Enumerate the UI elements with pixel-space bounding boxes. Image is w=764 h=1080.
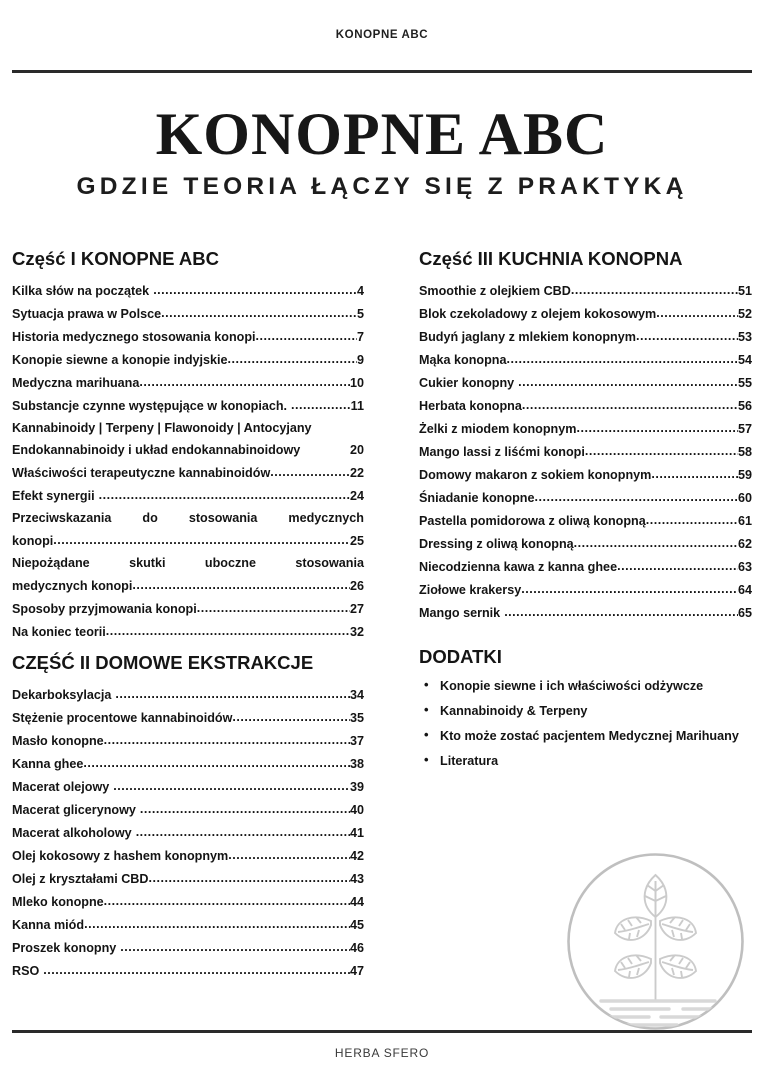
toc-page-number: 20 (346, 442, 364, 457)
toc-entry[interactable] (419, 279, 752, 302)
toc-entry-label: Mąka konopna (419, 352, 507, 367)
toc-list-part-1 (12, 279, 364, 643)
toc-column-left (12, 248, 364, 982)
toc-entry[interactable] (419, 417, 752, 440)
toc-leader-dots (646, 509, 738, 531)
toc-entry-label: Dressing z oliwą konopną (419, 536, 574, 551)
toc-entry[interactable] (12, 844, 364, 867)
toc-entry[interactable] (419, 440, 752, 463)
toc-page-number: 7 (356, 329, 364, 344)
toc-entry-label: Olej z kryształami CBD (12, 871, 149, 886)
toc-leader-dots (228, 348, 357, 370)
toc-leader-dots (504, 601, 738, 623)
toc-page-number: 56 (737, 398, 752, 413)
toc-page-number: 34 (349, 687, 364, 702)
toc-leader-dots (270, 461, 350, 483)
toc-page-number: 60 (737, 490, 752, 505)
toc-entry[interactable] (12, 913, 364, 936)
toc-page-number: 54 (737, 352, 752, 367)
extras-bullet-item[interactable]: • Kannabinoidy & Terpeny (419, 700, 752, 722)
toc-entry-label: Cukier konopny (419, 375, 515, 390)
toc-leader-dots (617, 555, 738, 577)
toc-list-part-2 (12, 683, 364, 982)
toc-entry-label: Żelki z miodem konopnym (419, 421, 577, 436)
toc-entry[interactable] (419, 348, 752, 371)
toc-page-number: 51 (737, 283, 752, 298)
toc-page-number: 41 (349, 825, 364, 840)
toc-page-number: 63 (737, 559, 752, 574)
toc-entry-label: Substancje czynne występujące w konopiach. (12, 398, 288, 413)
toc-entry-label: Mango sernik (419, 605, 501, 620)
toc-entry[interactable] (12, 552, 364, 597)
toc-leader-dots (140, 798, 350, 820)
toc-page-number: 57 (737, 421, 752, 436)
toc-entry-label: Stężenie procentowe kannabinoidów (12, 710, 233, 725)
toc-entry-label: Kannabinoidy | Terpeny | Flawonoidy | Antocyjany (12, 420, 312, 435)
toc-leader-dots (139, 371, 350, 393)
toc-page-number: 62 (737, 536, 752, 551)
toc-entry[interactable] (419, 463, 752, 486)
toc-entry-label: Medyczna marihuana (12, 375, 140, 390)
toc-entry[interactable] (419, 555, 752, 578)
toc-leader-dots (228, 844, 350, 866)
toc-page-number: 52 (737, 306, 752, 321)
extras-bullet-item[interactable]: • Literatura (419, 750, 752, 772)
toc-entry[interactable] (419, 394, 752, 417)
toc-page-number: 58 (737, 444, 752, 459)
toc-entry[interactable] (419, 601, 752, 624)
toc-leader-dots (53, 529, 350, 551)
toc-entry-label: Efekt synergii (12, 488, 95, 503)
toc-page-number: 43 (349, 871, 364, 886)
page-title: KONOPNE ABC (155, 101, 609, 167)
toc-entry[interactable] (12, 775, 364, 798)
toc-leader-dots (104, 890, 350, 912)
toc-leader-dots (120, 936, 350, 958)
toc-entry[interactable] (12, 729, 364, 752)
toc-page-number: 64 (737, 582, 752, 597)
toc-entry[interactable] (419, 578, 752, 601)
toc-entry-label: Proszek konopny (12, 940, 117, 955)
toc-entry[interactable] (12, 798, 364, 821)
toc-entry-label: Masło konopne (12, 733, 104, 748)
toc-entry-continuation (12, 574, 364, 597)
extras-bullet-item[interactable]: • Kto może zostać pacjentem Medycznej Marihuany (419, 725, 752, 747)
toc-entry[interactable] (12, 394, 364, 417)
toc-page-number: 46 (349, 940, 364, 955)
toc-entry-label: Kilka słów na początek (12, 283, 150, 298)
toc-entry-label: Sytuacja prawa w Polsce (12, 306, 162, 321)
toc-entry[interactable] (419, 325, 752, 348)
section-title-extras: DODATKI (419, 645, 502, 667)
toc-entry-label: Macerat alkoholowy (12, 825, 132, 840)
toc-entry-label: Mango lassi z liśćmi konopi (419, 444, 585, 459)
toc-entry[interactable] (419, 509, 752, 532)
toc-page-number: 35 (349, 710, 364, 725)
toc-page-number: 39 (349, 779, 364, 794)
toc-leader-dots (585, 440, 738, 462)
toc-entry[interactable] (12, 752, 364, 775)
toc-page-number: 4 (356, 283, 364, 298)
toc-page-number: 11 (350, 398, 364, 413)
toc-entry-label-rest: konopi (12, 533, 54, 548)
toc-leader-dots (506, 348, 738, 370)
toc-entry-continuation (12, 529, 364, 552)
toc-entry-label: Smoothie z olejkiem CBD (419, 283, 571, 298)
toc-entry[interactable] (12, 279, 364, 302)
toc-entry[interactable] (12, 597, 364, 620)
header-rule (12, 70, 752, 73)
toc-entry[interactable] (419, 302, 752, 325)
toc-entry-label: Macerat glicerynowy (12, 802, 136, 817)
section-title-part-3: Część III KUCHNIA KONOPNA (419, 248, 683, 269)
toc-entry[interactable] (12, 417, 364, 439)
toc-leader-dots (43, 959, 350, 981)
page-subtitle: GDZIE TEORIA ŁĄCZY SIĘ Z PRAKTYKĄ (76, 173, 688, 201)
extras-bullet-list (419, 675, 752, 772)
toc-leader-dots (113, 775, 350, 797)
toc-leader-dots (197, 597, 350, 619)
toc-entry-label: Herbata konopna (419, 398, 522, 413)
running-header: KONOPNE ABC (335, 29, 429, 41)
extras-bullet-item[interactable]: • Konopie siewne i ich właściwości odżywcze (419, 675, 752, 697)
section-title-part-2: CZĘŚĆ II DOMOWE EKSTRAKCJE (12, 651, 314, 673)
toc-page-number: 65 (737, 605, 752, 620)
toc-entry[interactable] (12, 936, 364, 959)
toc-leader-dots (576, 417, 738, 439)
toc-page-number: 47 (349, 963, 364, 978)
toc-entry-label: Ziołowe krakersy (419, 582, 522, 597)
toc-entry-label: Macerat olejowy (12, 779, 110, 794)
toc-page-number: 9 (356, 352, 364, 367)
toc-entry[interactable] (419, 486, 752, 509)
toc-entry[interactable] (419, 532, 752, 555)
toc-leader-dots (153, 279, 357, 301)
footer-rule (12, 1030, 752, 1033)
toc-entry-label: Na koniec teorii (12, 624, 106, 639)
toc-leader-dots (84, 913, 350, 935)
toc-entry-label: Blok czekoladowy z olejem kokosowym (419, 306, 657, 321)
toc-leader-dots (115, 683, 350, 705)
toc-leader-dots (521, 578, 738, 600)
toc-entry-label: Kanna ghee (12, 756, 84, 771)
toc-leader-dots (522, 394, 738, 416)
toc-leader-dots (106, 620, 350, 642)
toc-leader-dots (651, 463, 738, 485)
toc-leader-dots (104, 729, 350, 751)
toc-entry-label: Pastella pomidorowa z oliwą konopną (419, 513, 646, 528)
toc-leader-dots (132, 574, 350, 596)
toc-page-number: 40 (349, 802, 364, 817)
toc-entry-label: Dekarboksylacja (12, 687, 112, 702)
toc-leader-dots (83, 752, 350, 774)
toc-page-number: 25 (349, 533, 364, 548)
toc-entry-label: RSO (12, 963, 40, 978)
toc-leader-dots (99, 484, 350, 506)
toc-entry-label: Sposoby przyjmowania konopi (12, 601, 197, 616)
toc-leader-dots (518, 371, 738, 393)
toc-leader-dots (148, 867, 350, 889)
toc-entry[interactable] (12, 507, 364, 552)
toc-entry-label: Śniadanie konopne (419, 490, 535, 505)
toc-page-number: 59 (737, 467, 752, 482)
toc-entry[interactable] (12, 484, 364, 507)
section-title-part-1: Część I KONOPNE ABC (12, 248, 219, 269)
toc-leader-dots (256, 325, 357, 347)
toc-leader-dots (574, 532, 738, 554)
toc-entry[interactable] (12, 959, 364, 982)
toc-entry[interactable] (12, 348, 364, 371)
toc-page-number: 45 (349, 917, 364, 932)
toc-entry-label: Historia medycznego stosowania konopi (12, 329, 256, 344)
toc-entry-label-rest: medycznych konopi (12, 578, 133, 593)
running-footer: HERBA SFERO (334, 1046, 430, 1060)
toc-leader-dots (136, 821, 350, 843)
toc-entry-label: Konopie siewne a konopie indyjskie (12, 352, 228, 367)
toc-page-number: 10 (349, 375, 364, 390)
toc-page-number: 32 (349, 624, 364, 639)
toc-entry-label: Endokannabinoidy i układ endokannabinoidowy (12, 442, 301, 457)
toc-page-number: 38 (349, 756, 364, 771)
toc-entry-label: Przeciwskazania do stosowania medycznych (12, 510, 364, 525)
toc-leader-dots (291, 394, 351, 416)
toc-entry[interactable] (12, 371, 364, 394)
toc-leader-dots (534, 486, 738, 508)
toc-leader-dots (161, 302, 357, 324)
toc-entry[interactable] (419, 371, 752, 394)
toc-page-number: 42 (349, 848, 364, 863)
toc-entry[interactable] (12, 439, 364, 461)
toc-entry[interactable] (12, 867, 364, 890)
toc-entry[interactable] (12, 461, 364, 484)
toc-entry-label: Olej kokosowy z hashem konopnym (12, 848, 229, 863)
toc-page-number: 37 (349, 733, 364, 748)
toc-entry[interactable] (12, 683, 364, 706)
masthead (0, 101, 764, 201)
toc-leader-dots (571, 279, 738, 301)
toc-page-number: 24 (349, 488, 364, 503)
toc-columns (0, 248, 764, 1038)
toc-list-part-3 (419, 279, 752, 624)
toc-page-number: 55 (737, 375, 752, 390)
toc-column-right (419, 248, 752, 775)
toc-page-number: 53 (737, 329, 752, 344)
toc-page-number: 22 (349, 465, 364, 480)
toc-leader-dots (232, 706, 350, 728)
toc-entry[interactable] (12, 325, 364, 348)
toc-entry-label: Niepożądane skutki uboczne stosowania (12, 555, 364, 570)
toc-page-number: 44 (349, 894, 364, 909)
toc-entry-label: Właściwości terapeutyczne kannabinoidów (12, 465, 271, 480)
toc-page-number: 27 (349, 601, 364, 616)
toc-page-number: 5 (356, 306, 364, 321)
toc-entry[interactable] (12, 302, 364, 325)
toc-entry[interactable] (12, 821, 364, 844)
toc-leader-dots (656, 302, 738, 324)
toc-entry-label: Mleko konopne (12, 894, 104, 909)
toc-page-number: 26 (349, 578, 364, 593)
toc-entry-label: Kanna miód (12, 917, 85, 932)
toc-entry-label: Budyń jaglany z mlekiem konopnym (419, 329, 636, 344)
toc-entry[interactable] (12, 706, 364, 729)
toc-entry-label: Niecodzienna kawa z kanna ghee (419, 559, 618, 574)
toc-page-number: 61 (737, 513, 752, 528)
toc-entry-label: Domowy makaron z sokiem konopnym (419, 467, 652, 482)
toc-entry[interactable] (12, 620, 364, 643)
toc-entry[interactable] (12, 890, 364, 913)
toc-leader-dots (636, 325, 738, 347)
